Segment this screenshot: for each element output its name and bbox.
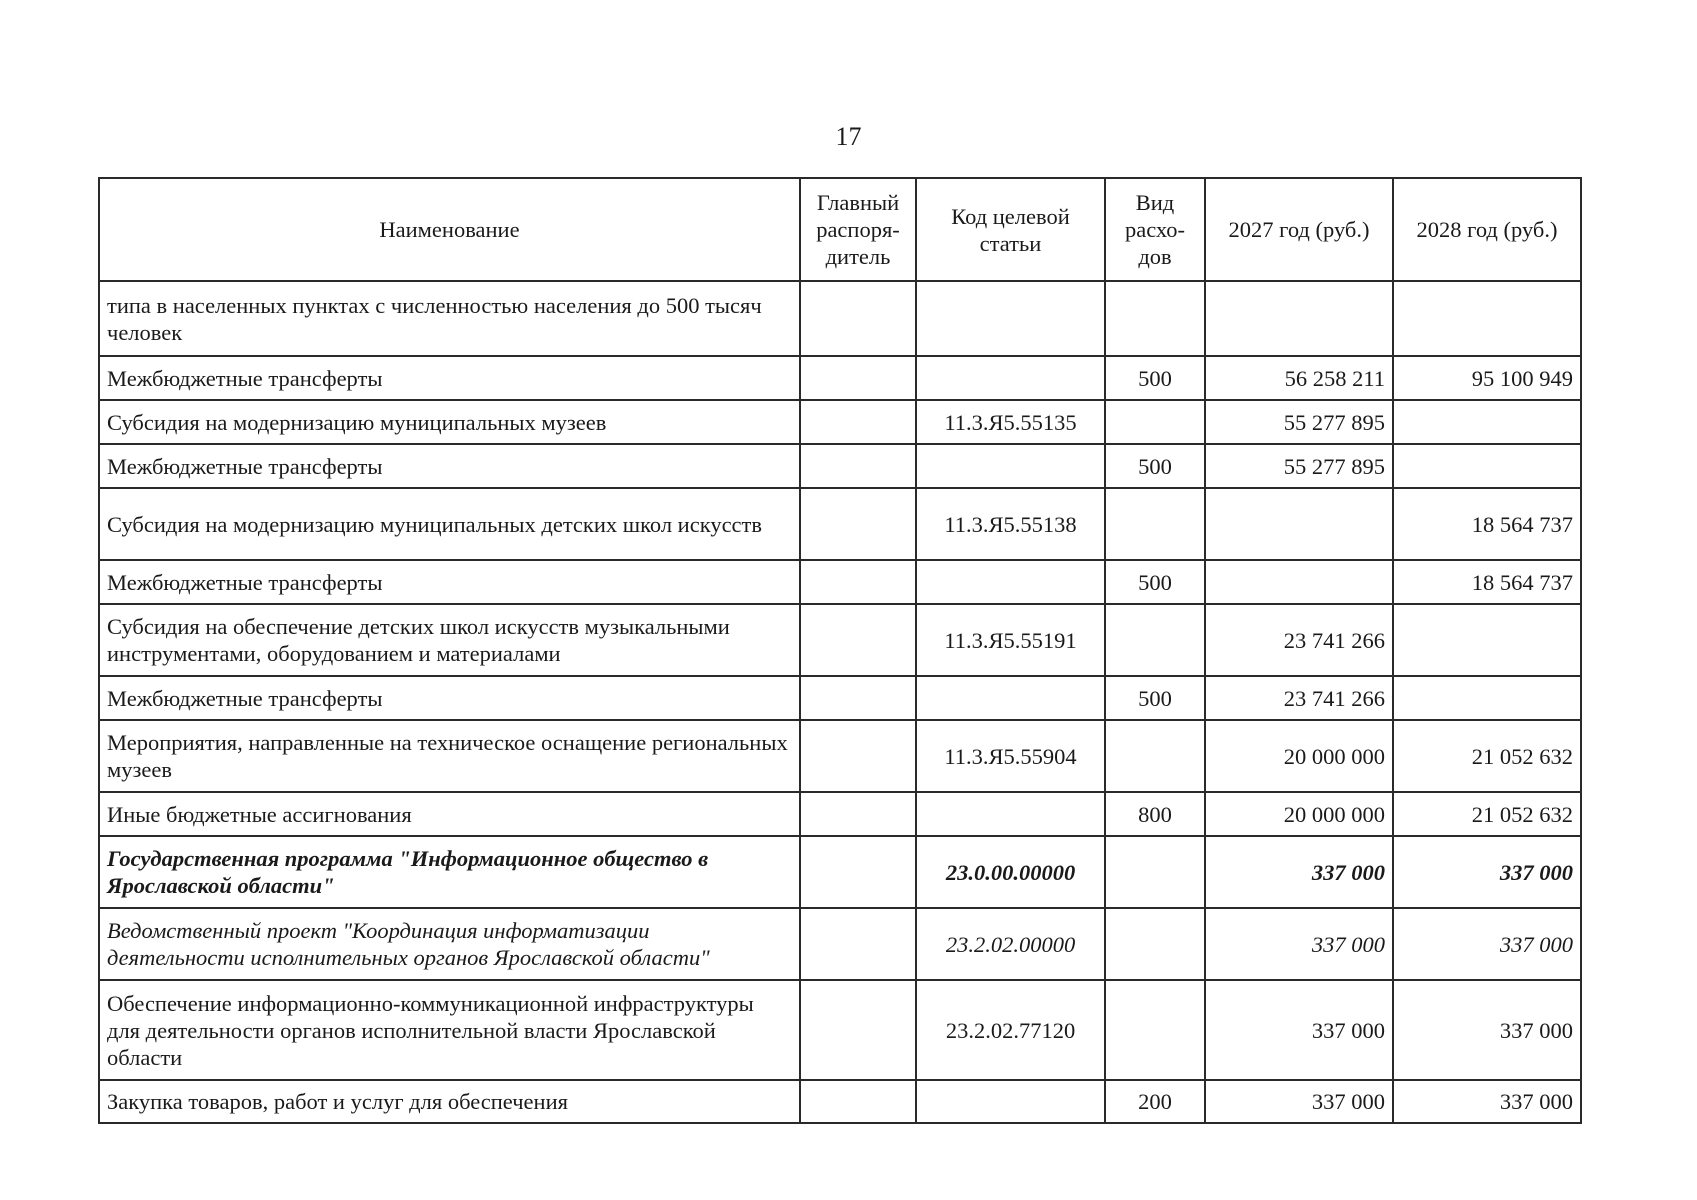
cell-name: Государственная программа "Информационное общество в Ярославской области" [99, 836, 800, 908]
cell-2028 [1393, 281, 1581, 356]
cell-admin [800, 604, 916, 676]
table-row [99, 720, 1581, 792]
cell-type [1105, 604, 1205, 676]
cell-code: 23.2.02.00000 [916, 908, 1105, 980]
cell-admin [800, 560, 916, 604]
cell-type [1105, 980, 1205, 1080]
cell-type [1105, 281, 1205, 356]
cell-type [1105, 836, 1205, 908]
cell-admin [800, 400, 916, 444]
cell-type: 500 [1105, 356, 1205, 400]
cell-2027: 23 741 266 [1205, 604, 1393, 676]
cell-code: 11.3.Я5.55138 [916, 488, 1105, 560]
cell-name: Иные бюджетные ассигнования [99, 792, 800, 836]
cell-2027 [1205, 560, 1393, 604]
cell-code: 23.2.02.77120 [916, 980, 1105, 1080]
cell-2028: 337 000 [1393, 980, 1581, 1080]
table-row [99, 604, 1581, 676]
cell-type: 500 [1105, 676, 1205, 720]
cell-admin [800, 792, 916, 836]
cell-admin [800, 356, 916, 400]
header-type: Вид расхо-дов [1105, 178, 1205, 281]
cell-code: 11.3.Я5.55135 [916, 400, 1105, 444]
cell-admin [800, 908, 916, 980]
cell-code: 11.3.Я5.55191 [916, 604, 1105, 676]
header-name: Наименование [99, 178, 800, 281]
table-row [99, 980, 1581, 1080]
cell-admin [800, 836, 916, 908]
cell-2027 [1205, 488, 1393, 560]
cell-code [916, 1080, 1105, 1123]
table-row [99, 792, 1581, 836]
cell-name: Субсидия на модернизацию муниципальных детских школ искусств [99, 488, 800, 560]
cell-2028: 21 052 632 [1393, 720, 1581, 792]
cell-2027: 337 000 [1205, 908, 1393, 980]
cell-2027: 337 000 [1205, 836, 1393, 908]
cell-name: типа в населенных пунктах с численностью населения до 500 тысяч человек [99, 281, 800, 356]
cell-2028: 18 564 737 [1393, 560, 1581, 604]
cell-name: Субсидия на модернизацию муниципальных музеев [99, 400, 800, 444]
cell-name: Межбюджетные трансферты [99, 676, 800, 720]
cell-name: Субсидия на обеспечение детских школ искусств музыкальными инструментами, оборудованием и материалами [99, 604, 800, 676]
table-row [99, 1080, 1581, 1123]
cell-admin [800, 720, 916, 792]
cell-type [1105, 908, 1205, 980]
cell-2028: 337 000 [1393, 908, 1581, 980]
cell-code [916, 560, 1105, 604]
cell-2027: 23 741 266 [1205, 676, 1393, 720]
cell-code [916, 676, 1105, 720]
cell-code: 11.3.Я5.55904 [916, 720, 1105, 792]
cell-name: Ведомственный проект "Координация информатизации деятельности исполнительных органов Ярославской области" [99, 908, 800, 980]
table-row [99, 836, 1581, 908]
cell-type [1105, 400, 1205, 444]
cell-code [916, 281, 1105, 356]
budget-table [98, 177, 1582, 1124]
cell-2028: 21 052 632 [1393, 792, 1581, 836]
table-row [99, 908, 1581, 980]
cell-2027 [1205, 281, 1393, 356]
cell-code [916, 792, 1105, 836]
cell-name: Обеспечение информационно-коммуникационной инфраструктуры для деятельности органов исполнительной власти Ярославской области [99, 980, 800, 1080]
cell-2027: 20 000 000 [1205, 720, 1393, 792]
cell-type: 500 [1105, 444, 1205, 488]
cell-type [1105, 488, 1205, 560]
cell-admin [800, 444, 916, 488]
cell-name: Межбюджетные трансферты [99, 560, 800, 604]
cell-2027: 56 258 211 [1205, 356, 1393, 400]
cell-code: 23.0.00.00000 [916, 836, 1105, 908]
cell-2028 [1393, 604, 1581, 676]
cell-code [916, 444, 1105, 488]
cell-2027: 55 277 895 [1205, 444, 1393, 488]
cell-2028: 337 000 [1393, 836, 1581, 908]
cell-2028: 95 100 949 [1393, 356, 1581, 400]
cell-admin [800, 676, 916, 720]
cell-2028 [1393, 676, 1581, 720]
table-row [99, 356, 1581, 400]
cell-admin [800, 1080, 916, 1123]
cell-type: 500 [1105, 560, 1205, 604]
table-header-row [99, 178, 1581, 281]
cell-2027: 55 277 895 [1205, 400, 1393, 444]
cell-name: Мероприятия, направленные на техническое оснащение региональных музеев [99, 720, 800, 792]
cell-type [1105, 720, 1205, 792]
cell-admin [800, 980, 916, 1080]
table-row [99, 281, 1581, 356]
cell-2028 [1393, 444, 1581, 488]
header-2027: 2027 год (руб.) [1205, 178, 1393, 281]
cell-name: Закупка товаров, работ и услуг для обеспечения [99, 1080, 800, 1123]
cell-2027: 20 000 000 [1205, 792, 1393, 836]
header-admin: Главный распоря-дитель [800, 178, 916, 281]
table-row [99, 400, 1581, 444]
cell-type: 200 [1105, 1080, 1205, 1123]
cell-2028: 337 000 [1393, 1080, 1581, 1123]
cell-type: 800 [1105, 792, 1205, 836]
cell-admin [800, 488, 916, 560]
cell-2028: 18 564 737 [1393, 488, 1581, 560]
table-row [99, 560, 1581, 604]
header-2028: 2028 год (руб.) [1393, 178, 1581, 281]
table-row [99, 676, 1581, 720]
table-row [99, 488, 1581, 560]
cell-2027: 337 000 [1205, 980, 1393, 1080]
cell-code [916, 356, 1105, 400]
cell-2028 [1393, 400, 1581, 444]
table-row [99, 444, 1581, 488]
cell-name: Межбюджетные трансферты [99, 444, 800, 488]
cell-admin [800, 281, 916, 356]
cell-2027: 337 000 [1205, 1080, 1393, 1123]
header-code: Код целевой статьи [916, 178, 1105, 281]
cell-name: Межбюджетные трансферты [99, 356, 800, 400]
page-number: 17 [835, 122, 862, 151]
